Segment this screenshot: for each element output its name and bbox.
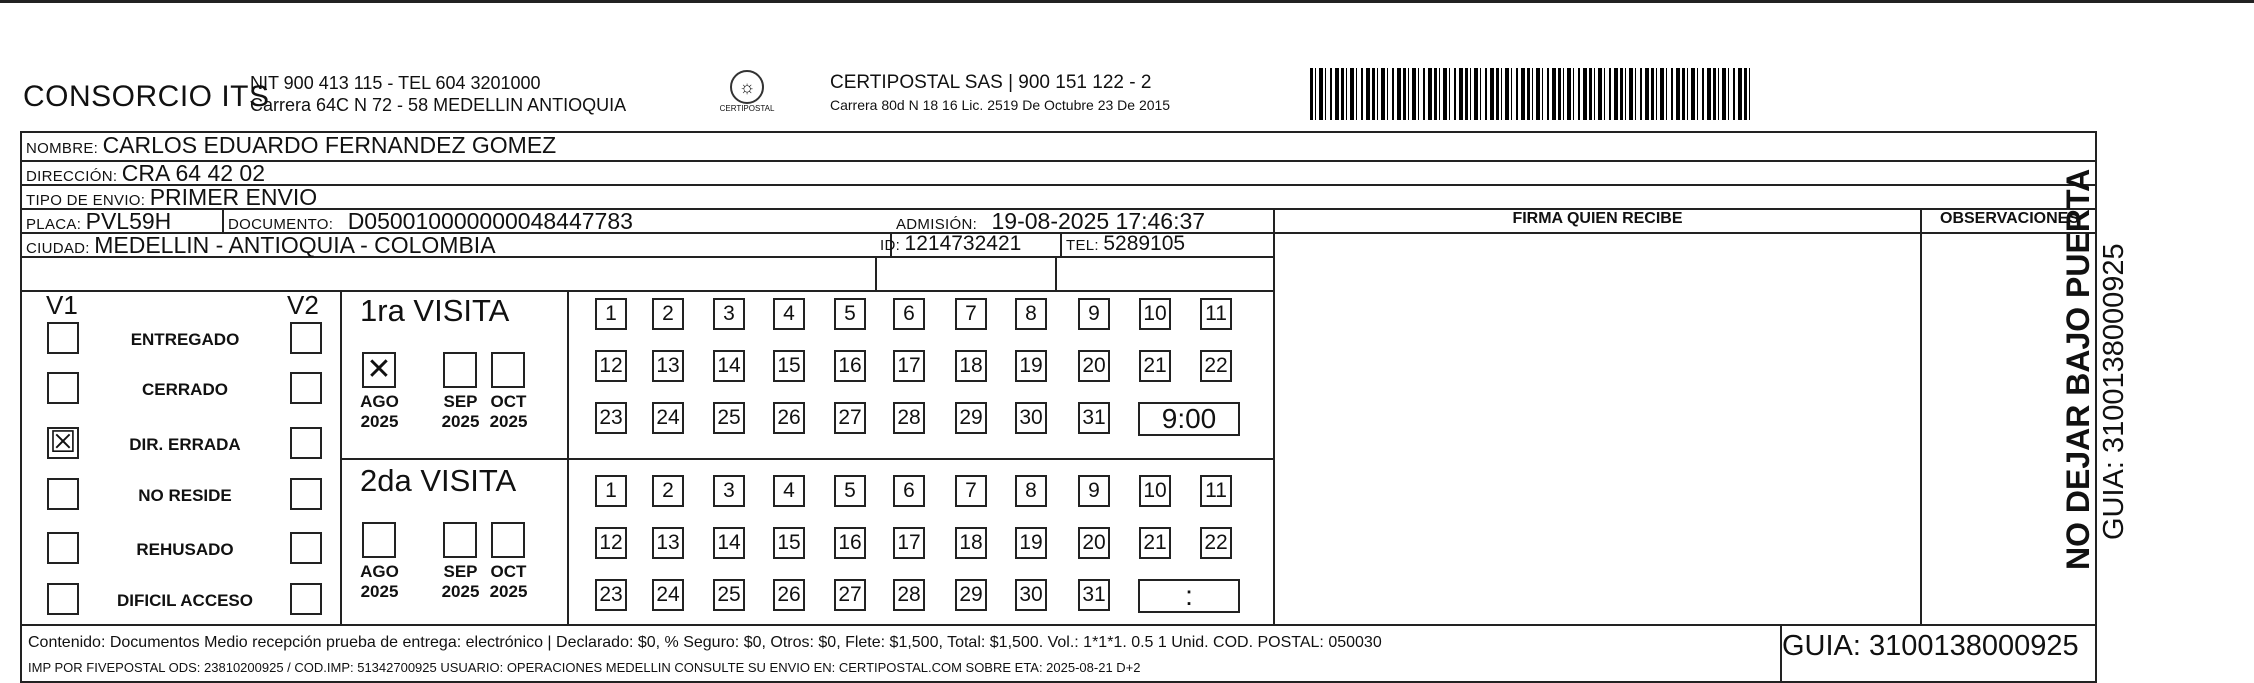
- tipo-label: TIPO DE ENVIO:: [26, 192, 146, 209]
- day-box[interactable]: 21: [1139, 527, 1171, 559]
- observaciones-header: OBSERVACIONES: [1940, 210, 2079, 227]
- firma-header: FIRMA QUIEN RECIBE: [1512, 210, 1683, 227]
- divider: [875, 256, 877, 290]
- top-edge-line: [0, 0, 2254, 3]
- company-info: [250, 72, 626, 116]
- divider: [340, 458, 1273, 460]
- day-box[interactable]: 3: [713, 475, 745, 507]
- day-box[interactable]: 26: [773, 579, 805, 611]
- day-box[interactable]: 12: [595, 527, 627, 559]
- day-box[interactable]: 29: [955, 402, 987, 434]
- time-field[interactable]: 9:00: [1138, 402, 1240, 436]
- v1-checkbox[interactable]: [47, 532, 79, 564]
- divider: [20, 184, 2097, 186]
- day-box[interactable]: 1: [595, 475, 627, 507]
- day-box[interactable]: 19: [1015, 350, 1047, 382]
- day-box[interactable]: 31: [1078, 402, 1110, 434]
- day-box[interactable]: 31: [1078, 579, 1110, 611]
- day-box[interactable]: 9: [1078, 298, 1110, 330]
- placa-label: PLACA:: [26, 216, 82, 233]
- day-box[interactable]: 28: [893, 579, 925, 611]
- ciudad-row: [26, 232, 496, 259]
- day-box[interactable]: 27: [834, 579, 866, 611]
- day-box[interactable]: 25: [713, 579, 745, 611]
- direccion-value: CRA 64 42 02: [121, 160, 266, 186]
- id-row: [880, 232, 1021, 256]
- day-box[interactable]: 11: [1200, 298, 1232, 330]
- tel-value: 5289105: [1103, 232, 1186, 255]
- divider: [1060, 234, 1062, 256]
- barcode: [1310, 68, 1750, 120]
- day-box[interactable]: 18: [955, 527, 987, 559]
- logo-text: CERTIPOSTAL: [719, 104, 775, 113]
- v2-checkbox[interactable]: [290, 427, 322, 459]
- side-guia-text: GUIA: 3100138000925: [2098, 243, 2130, 540]
- day-box[interactable]: 30: [1015, 579, 1047, 611]
- v2-checkbox[interactable]: [290, 322, 322, 354]
- admision-value: 19-08-2025 17:46:37: [991, 208, 1206, 234]
- tel-row: [1066, 232, 1185, 256]
- day-box[interactable]: 16: [834, 350, 866, 382]
- day-box[interactable]: 5: [834, 475, 866, 507]
- divider: [20, 160, 2097, 162]
- day-box[interactable]: 9: [1078, 475, 1110, 507]
- certipostal-line: CERTIPOSTAL SAS | 900 151 122 - 2: [830, 72, 1152, 93]
- day-box[interactable]: 24: [652, 579, 684, 611]
- day-box[interactable]: 7: [955, 475, 987, 507]
- v2-checkbox[interactable]: [290, 372, 322, 404]
- nombre-row: [26, 132, 556, 159]
- footer-content: Contenido: Documentos Medio recepción prueba de entrega: electrónico | Declarado: $0, % Seguro: $0, Otros: $0, Flete: $1,500, Total: $1,500. Vol.: 1*1*1. 0.5 1 Unid. COD. POSTAL: 050030: [28, 634, 1382, 651]
- status-label: REHUSADO: [136, 540, 234, 559]
- admision-row: [896, 208, 1205, 235]
- certipostal-logo: [717, 70, 777, 113]
- day-box[interactable]: 19: [1015, 527, 1047, 559]
- tel-label: TEL:: [1066, 237, 1099, 254]
- day-box[interactable]: 16: [834, 527, 866, 559]
- divider: [340, 290, 342, 624]
- day-box[interactable]: 13: [652, 527, 684, 559]
- company-name: CONSORCIO ITS: [23, 80, 270, 113]
- day-box[interactable]: 4: [773, 475, 805, 507]
- day-box[interactable]: 20: [1078, 350, 1110, 382]
- month-label: SEP: [443, 562, 478, 581]
- day-box[interactable]: 25: [713, 402, 745, 434]
- day-box[interactable]: 17: [893, 527, 925, 559]
- divider: [20, 624, 2097, 626]
- v2-header: V2: [287, 290, 319, 320]
- status-label: CERRADO: [142, 380, 228, 399]
- footer-print-info: IMP POR FIVEPOSTAL ODS: 23810200925 / COD.IMP: 51342700925 USUARIO: OPERACIONES MEDELLIN CONSULTE SU ENVIO EN: CERTIPOSTAL.COM SOBRE ETA: 2025-08-21 D+2: [28, 660, 1141, 675]
- documento-value: D050010000000048447783: [347, 208, 633, 234]
- status-label: NO RESIDE: [138, 486, 232, 505]
- divider: [1273, 208, 1275, 624]
- visit2-title: 2da VISITA: [360, 463, 517, 498]
- status-label: DIFICIL ACCESO: [116, 591, 253, 610]
- documento-row: [228, 208, 633, 235]
- day-box[interactable]: 18: [955, 350, 987, 382]
- day-box[interactable]: 10: [1139, 298, 1171, 330]
- placa-value: PVL59H: [85, 208, 172, 234]
- ciudad-value: MEDELLIN - ANTIOQUIA - COLOMBIA: [94, 232, 496, 258]
- v1-checkbox[interactable]: ☒: [47, 427, 79, 459]
- nombre-value: CARLOS EDUARDO FERNANDEZ GOMEZ: [102, 132, 557, 158]
- divider: [222, 210, 224, 232]
- day-box[interactable]: 12: [595, 350, 627, 382]
- no-dejar-text: NO DEJAR BAJO PUERTA: [2060, 168, 2096, 570]
- placa-row: [26, 208, 171, 235]
- divider: [1920, 208, 1922, 624]
- v1-checkbox[interactable]: [47, 372, 79, 404]
- month-checkbox[interactable]: [362, 522, 396, 558]
- v1-header: V1: [46, 290, 78, 320]
- day-box[interactable]: 17: [893, 350, 925, 382]
- direccion-row: [26, 160, 265, 187]
- day-box[interactable]: 3: [713, 298, 745, 330]
- day-box[interactable]: 2: [652, 475, 684, 507]
- day-box[interactable]: 1: [595, 298, 627, 330]
- documento-label: DOCUMENTO:: [228, 216, 334, 233]
- divider: [20, 290, 1273, 292]
- year-label: 2025: [360, 582, 399, 601]
- month-checkbox[interactable]: [491, 522, 525, 558]
- ciudad-label: CIUDAD:: [26, 240, 90, 257]
- day-box[interactable]: 2: [652, 298, 684, 330]
- v1-checkbox[interactable]: [47, 322, 79, 354]
- admision-label: ADMISIÓN:: [896, 216, 978, 233]
- nombre-label: NOMBRE:: [26, 140, 99, 157]
- license-line: Carrera 80d N 18 16 Lic. 2519 De Octubre 23 De 2015: [830, 97, 1171, 113]
- day-box[interactable]: 21: [1139, 350, 1171, 382]
- day-box[interactable]: 27: [834, 402, 866, 434]
- day-box[interactable]: 14: [713, 350, 745, 382]
- day-box[interactable]: 6: [893, 475, 925, 507]
- day-box[interactable]: 14: [713, 527, 745, 559]
- year-label: 2025: [489, 582, 528, 601]
- side-notice: [2060, 169, 2132, 570]
- day-box[interactable]: 10: [1139, 475, 1171, 507]
- day-box[interactable]: 15: [773, 350, 805, 382]
- v2-checkbox[interactable]: [290, 583, 322, 615]
- month-label: OCT: [490, 562, 527, 581]
- year-label: 2025: [489, 412, 528, 431]
- status-label: ENTREGADO: [130, 330, 240, 349]
- month-checkbox[interactable]: ✕: [362, 352, 396, 388]
- month-label: SEP: [443, 392, 478, 411]
- day-box[interactable]: 20: [1078, 527, 1110, 559]
- day-box[interactable]: 26: [773, 402, 805, 434]
- year-label: 2025: [360, 412, 399, 431]
- day-box[interactable]: 15: [773, 527, 805, 559]
- month-label: AGO: [360, 562, 399, 581]
- day-box[interactable]: 11: [1200, 475, 1232, 507]
- tipo-value: PRIMER ENVIO: [149, 184, 318, 210]
- day-box[interactable]: 7: [955, 298, 987, 330]
- v1-checkbox[interactable]: [47, 478, 79, 510]
- divider: [1273, 232, 2097, 234]
- v2-checkbox[interactable]: [290, 478, 322, 510]
- day-box[interactable]: 22: [1200, 350, 1232, 382]
- v1-checkbox[interactable]: [47, 583, 79, 615]
- day-box[interactable]: 24: [652, 402, 684, 434]
- visit1-title: 1ra VISITA: [360, 293, 510, 328]
- day-box[interactable]: 22: [1200, 527, 1232, 559]
- status-label: DIR. ERRADA: [129, 435, 241, 454]
- certipostal-info: [830, 72, 1170, 116]
- day-box[interactable]: 8: [1015, 298, 1047, 330]
- tipo-row: [26, 184, 317, 211]
- day-box[interactable]: 13: [652, 350, 684, 382]
- day-box[interactable]: 5: [834, 298, 866, 330]
- month-checkbox[interactable]: [443, 522, 477, 558]
- day-box[interactable]: 23: [595, 579, 627, 611]
- id-label: ID:: [880, 237, 901, 254]
- day-box[interactable]: 4: [773, 298, 805, 330]
- day-box[interactable]: 23: [595, 402, 627, 434]
- month-checkbox[interactable]: [491, 352, 525, 388]
- day-box[interactable]: 6: [893, 298, 925, 330]
- day-box[interactable]: 30: [1015, 402, 1047, 434]
- divider: [567, 290, 569, 624]
- divider: [1055, 256, 1057, 290]
- month-label: OCT: [490, 392, 527, 411]
- day-box[interactable]: 28: [893, 402, 925, 434]
- month-checkbox[interactable]: [443, 352, 477, 388]
- guia-number: GUIA: 3100138000925: [1782, 630, 2079, 662]
- month-label: AGO: [360, 392, 399, 411]
- time-field[interactable]: :: [1138, 579, 1240, 613]
- day-box[interactable]: 29: [955, 579, 987, 611]
- day-box[interactable]: 8: [1015, 475, 1047, 507]
- id-value: 1214732421: [904, 232, 1022, 255]
- direccion-label: DIRECCIÓN:: [26, 168, 118, 185]
- year-label: 2025: [441, 582, 480, 601]
- nit-line: NIT 900 413 115 - TEL 604 3201000: [250, 73, 541, 93]
- logo-icon: ☼: [730, 70, 764, 104]
- address-line: Carrera 64C N 72 - 58 MEDELLIN ANTIOQUIA: [250, 95, 627, 115]
- v2-checkbox[interactable]: [290, 532, 322, 564]
- year-label: 2025: [441, 412, 480, 431]
